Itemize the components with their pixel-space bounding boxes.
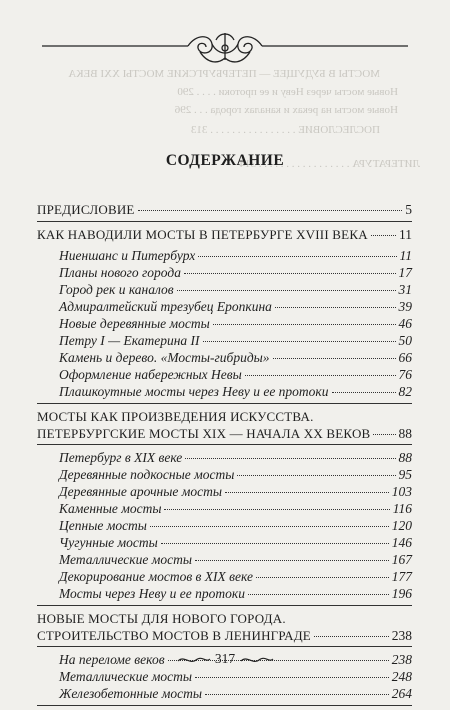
toc-page: 120: [391, 518, 412, 533]
dot-leader: [161, 543, 389, 544]
toc-page: 88: [398, 426, 412, 441]
dot-leader: [371, 235, 396, 236]
toc-page: 5: [405, 202, 412, 217]
toc-label: Чугунные мосты: [59, 535, 158, 550]
dot-leader: [203, 341, 396, 342]
toc-page: 146: [391, 535, 412, 550]
dot-leader: [213, 324, 396, 325]
toc-page: 11: [399, 248, 412, 263]
toc-item: [37, 534, 412, 551]
toc-section-2: [37, 425, 412, 442]
toc-label: Деревянные арочные мосты: [59, 484, 222, 499]
toc-item: [37, 383, 412, 400]
toc-item: [37, 685, 412, 702]
toc-label: Металлические мосты: [59, 552, 192, 567]
header-ornament: [40, 30, 410, 70]
toc-item: [37, 247, 412, 264]
toc-label: Город рек и каналов: [59, 282, 174, 297]
toc-item: [37, 551, 412, 568]
toc-page: 76: [398, 367, 412, 382]
dot-leader: [198, 256, 396, 257]
toc-page: 66: [398, 350, 412, 365]
divider: [37, 605, 412, 606]
dot-leader: [164, 509, 389, 510]
divider: [37, 221, 412, 222]
toc-page: 116: [392, 501, 412, 516]
bleed-line: ЛИТЕРАТУРА . . . . . . . . . . . . . . . . . 314: [239, 158, 420, 170]
toc-label: Цепные мосты: [59, 518, 147, 533]
page-number-text: 317: [214, 651, 236, 666]
toc-label: Декорирование мостов в XIX веке: [59, 569, 253, 584]
toc-page: 46: [398, 316, 412, 331]
divider: [37, 444, 412, 445]
toc-page: 95: [398, 467, 412, 482]
toc-item: [37, 517, 412, 534]
toc-section-3: [37, 627, 412, 644]
bleed-line: Новые мосты на реках и каналах города . . . 296: [174, 104, 398, 116]
dot-leader: [177, 290, 396, 291]
toc-page: 88: [398, 450, 412, 465]
dot-leader: [195, 677, 389, 678]
divider: [37, 403, 412, 404]
toc-label: Каменные мосты: [59, 501, 162, 516]
bleed-line: ПОСЛЕСЛОВИЕ . . . . . . . . . . . . . . . . 313: [191, 124, 380, 136]
tilde-right-icon: [239, 655, 275, 665]
toc-label: Металлические мосты: [59, 669, 192, 684]
table-of-contents: [37, 201, 412, 710]
toc-label: Камень и дерево. «Мосты-гибриды»: [59, 350, 270, 365]
dot-leader: [245, 375, 396, 376]
toc-section-title: НОВЫЕ МОСТЫ ДЛЯ НОВОГО ГОРОДА.: [37, 611, 286, 626]
toc-page: 103: [391, 484, 412, 499]
toc-page: 11: [399, 227, 412, 242]
toc-label: Петру I — Екатерина II: [59, 333, 200, 348]
toc-item: [37, 466, 412, 483]
page-number: [0, 651, 450, 667]
dot-leader: [332, 392, 396, 393]
toc-label: Деревянные подкосные мосты: [59, 467, 235, 482]
toc-label: На переломе веков: [59, 652, 165, 667]
dot-leader: [138, 210, 403, 211]
toc-item: [37, 449, 412, 466]
dot-leader: [256, 577, 389, 578]
bleed-line: МОСТЫ В БУДУЩЕЕ — ПЕТЕРБУРГСКИЕ МОСТЫ XXI ВЕКА: [68, 68, 380, 80]
toc-label: Адмиралтейский трезубец Еропкина: [59, 299, 272, 314]
toc-item: [37, 281, 412, 298]
toc-page: 248: [391, 669, 412, 684]
toc-page: 238: [391, 652, 412, 667]
toc-label: ПРЕДИСЛОВИЕ: [37, 202, 135, 217]
toc-item: [37, 366, 412, 383]
toc-item: [37, 568, 412, 585]
toc-section-title: МОСТЫ КАК ПРОИЗВЕДЕНИЯ ИСКУССТВА.: [37, 409, 314, 424]
toc-item: [37, 500, 412, 517]
toc-label: Ниеншанс и Питербурх: [59, 248, 196, 263]
toc-page: 50: [398, 333, 412, 348]
dot-leader: [184, 273, 396, 274]
page-title: СОДЕРЖАНИЕ: [165, 152, 285, 169]
toc-item: [37, 315, 412, 332]
toc-section-1: [37, 226, 412, 243]
toc-section-title: ПЕТЕРБУРГСКИЕ МОСТЫ XIX — НАЧАЛА XX ВЕКОВ: [37, 426, 371, 441]
dot-leader: [195, 560, 389, 561]
toc-item: [37, 349, 412, 366]
toc-item: [37, 332, 412, 349]
toc-page: 264: [391, 686, 412, 701]
toc-section-title: КАК НАВОДИЛИ МОСТЫ В ПЕТЕРБУРГЕ XVIII ВЕКА: [37, 227, 368, 242]
dot-leader: [373, 434, 395, 435]
toc-page: 238: [391, 628, 412, 643]
toc-entry-preface: [37, 201, 412, 218]
toc-page: 31: [398, 282, 412, 297]
toc-label: Петербург в XIX веке: [59, 450, 183, 465]
toc-label: Плашкоутные мосты через Неву и ее протоки: [59, 384, 329, 399]
toc-section-title: СТРОИТЕЛЬСТВО МОСТОВ В ЛЕНИНГРАДЕ: [37, 628, 311, 643]
toc-page: 196: [391, 586, 412, 601]
bleed-line: Новые мосты через Неву и ее протоки . . . . 290: [177, 86, 398, 98]
toc-page: 167: [391, 552, 412, 567]
toc-page: 82: [398, 384, 412, 399]
dot-leader: [225, 492, 389, 493]
tilde-left-icon: [176, 655, 212, 665]
dot-leader: [273, 358, 396, 359]
dot-leader: [248, 594, 389, 595]
dot-leader: [150, 526, 389, 527]
toc-item: [37, 298, 412, 315]
toc-item: [37, 264, 412, 281]
toc-item: [37, 483, 412, 500]
dot-leader: [205, 694, 389, 695]
toc-page: 39: [398, 299, 412, 314]
dot-leader: [275, 307, 396, 308]
toc-label: Железобетонные мосты: [59, 686, 202, 701]
dot-leader: [314, 636, 389, 637]
divider: [37, 705, 412, 706]
dot-leader: [185, 458, 395, 459]
toc-page: 177: [391, 569, 412, 584]
toc-page: 17: [398, 265, 412, 280]
toc-item: [37, 668, 412, 685]
divider: [37, 646, 412, 647]
dot-leader: [237, 475, 395, 476]
toc-label: Мосты через Неву и ее протоки: [59, 586, 245, 601]
toc-label: Оформление набережных Невы: [59, 367, 242, 382]
toc-label: Новые деревянные мосты: [59, 316, 210, 331]
toc-item: [37, 585, 412, 602]
toc-label: Планы нового города: [59, 265, 181, 280]
